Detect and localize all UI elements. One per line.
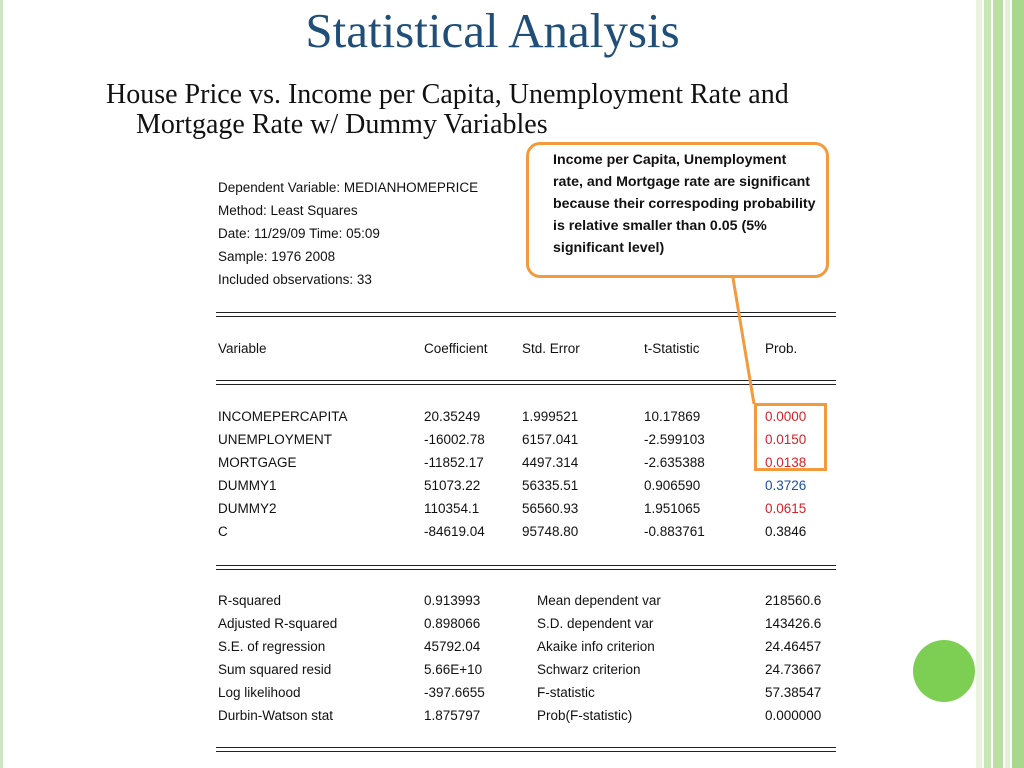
t-statistic-value: -2.635388 [644, 455, 705, 470]
stat-value: 1.875797 [424, 708, 481, 723]
stat-value: 24.46457 [765, 639, 822, 654]
std-error-value: 56560.93 [522, 501, 579, 516]
t-statistic-value: -2.599103 [644, 432, 705, 447]
stat-value: 45792.04 [424, 639, 481, 654]
stat-label: Mean dependent var [537, 593, 661, 608]
stat-value: 143426.6 [765, 616, 822, 631]
stat-label: Adjusted R-squared [218, 616, 338, 631]
dependent-variable-line: Dependent Variable: MEDIANHOMEPRICE [218, 180, 479, 195]
observations-line: Included observations: 33 [218, 272, 372, 287]
std-error-value: 1.999521 [522, 409, 579, 424]
coefficient-value: 110354.1 [424, 501, 480, 516]
slide-bullet-text: House Price vs. Income per Capita, Unemployment Rate and Mortgage Rate w/ Dummy Variables [106, 79, 789, 140]
std-error-value: 95748.80 [522, 524, 579, 539]
coefficient-value: 51073.22 [424, 478, 481, 493]
stat-value: 24.73667 [765, 662, 822, 677]
stat-label: Sum squared resid [218, 662, 332, 677]
variable-name: DUMMY2 [218, 501, 277, 516]
stat-label: Prob(F-statistic) [537, 708, 633, 723]
stat-value: 0.898066 [424, 616, 481, 631]
method-line: Method: Least Squares [218, 203, 358, 218]
prob-value: 0.3846 [765, 524, 807, 539]
column-header-variable: Variable [218, 341, 267, 356]
stat-label: S.D. dependent var [537, 616, 654, 631]
std-error-value: 56335.51 [522, 478, 579, 493]
prob-value: 0.0000 [765, 409, 807, 424]
stat-value: 218560.6 [765, 593, 822, 608]
stat-label: S.E. of regression [218, 639, 326, 654]
stat-label: Schwarz criterion [537, 662, 641, 677]
stat-value: -397.6655 [424, 685, 485, 700]
std-error-value: 4497.314 [522, 455, 579, 470]
std-error-value: 6157.041 [522, 432, 579, 447]
prob-highlight-box [754, 403, 827, 471]
date-time-line: Date: 11/29/09 Time: 05:09 [218, 226, 380, 241]
prob-value: 0.0150 [765, 432, 807, 447]
t-statistic-value: 1.951065 [644, 501, 701, 516]
coefficient-value: -84619.04 [424, 524, 485, 539]
variable-name: DUMMY1 [218, 478, 277, 493]
t-statistic-value: 10.17869 [644, 409, 701, 424]
sample-line: Sample: 1976 2008 [218, 249, 336, 264]
stat-label: Durbin-Watson stat [218, 708, 334, 723]
variable-name: UNEMPLOYMENT [218, 432, 333, 447]
column-header-std-error: Std. Error [522, 341, 580, 356]
prob-value: 0.3726 [765, 478, 807, 493]
stat-label: Akaike info criterion [537, 639, 655, 654]
variable-name: MORTGAGE [218, 455, 297, 470]
variable-name: INCOMEPERCAPITA [218, 409, 348, 424]
decorative-green-dot [913, 640, 975, 702]
coefficient-value: -11852.17 [424, 455, 484, 470]
column-header-t-statistic: t-Statistic [644, 341, 700, 356]
stat-label: Log likelihood [218, 685, 301, 700]
callout-connector-line [733, 278, 754, 404]
stat-value: 5.66E+10 [424, 662, 483, 677]
prob-value: 0.0615 [765, 501, 807, 516]
t-statistic-value: 0.906590 [644, 478, 701, 493]
stat-value: 0.913993 [424, 593, 481, 608]
stat-value: 57.38547 [765, 685, 822, 700]
stat-value: 0.000000 [765, 708, 822, 723]
coefficient-value: 20.35249 [424, 409, 481, 424]
column-header-prob: Prob. [765, 341, 798, 356]
stat-label: R-squared [218, 593, 282, 608]
callout-box: Income per Capita, Unemployment rate, and Mortgage rate are significant because their correspoding probability is relative smaller than 0.05 (5% significant level) [526, 142, 829, 278]
column-header-coefficient: Coefficient [424, 341, 488, 356]
slide-title: Statistical Analysis [305, 3, 680, 58]
coefficient-value: -16002.78 [424, 432, 485, 447]
prob-value: 0.0138 [765, 455, 807, 470]
stat-label: F-statistic [537, 685, 595, 700]
t-statistic-value: -0.883761 [644, 524, 705, 539]
variable-name: C [218, 524, 228, 539]
